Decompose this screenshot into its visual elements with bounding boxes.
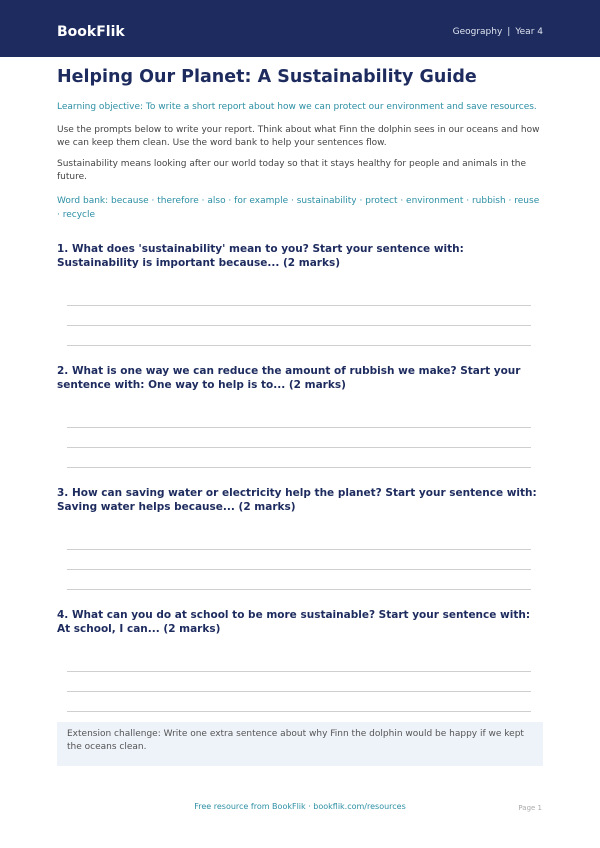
answer-line[interactable]	[67, 467, 531, 468]
learning-objective: Learning objective: To write a short report about how we can protect our environment and save resources.	[57, 102, 537, 112]
answer-line[interactable]	[67, 325, 531, 326]
question-2	[57, 364, 543, 484]
answer-line[interactable]	[67, 671, 531, 672]
question-text: 1. What does 'sustainability' mean to you? Start your sentence with: Sustainability is important because... (2 marks)	[57, 243, 464, 269]
intro-section	[57, 66, 543, 222]
meta-separator: |	[507, 27, 511, 37]
answer-line[interactable]	[67, 589, 531, 590]
answer-line[interactable]	[67, 711, 531, 712]
answer-line[interactable]	[67, 691, 531, 692]
page-title: Helping Our Planet: A Sustainability Guide	[57, 67, 477, 87]
answer-line[interactable]	[67, 447, 531, 448]
subject-label: Geography	[452, 27, 503, 37]
question-text: 3. How can saving water or electricity help the planet? Start your sentence with: Saving water helps because... (2 marks)	[57, 487, 537, 513]
answer-line[interactable]	[67, 569, 531, 570]
answer-line[interactable]	[67, 427, 531, 428]
year-label: Year 4	[515, 27, 543, 37]
question-text: 2. What is one way we can reduce the amount of rubbish we make? Start your sentence with: One way to help is to... (2 marks)	[57, 365, 521, 391]
question-text: 4. What can you do at school to be more sustainable? Start your sentence with: At school, I can... (2 marks)	[57, 609, 531, 635]
word-bank: Word bank: because · therefore · also · for example · sustainability · protect · environment · rubbish · reuse · recycle	[57, 196, 540, 220]
question-1	[57, 242, 543, 362]
answer-line[interactable]	[67, 345, 531, 346]
footer-credit: Free resource from BookFlik · bookflik.com/resources	[194, 802, 406, 811]
header-meta	[453, 27, 543, 37]
answer-line[interactable]	[67, 549, 531, 550]
answer-line[interactable]	[67, 305, 531, 306]
extension-challenge: Extension challenge: Write one extra sentence about why Finn the dolphin would be happy if we kept the oceans clean.	[57, 722, 543, 766]
definition-paragraph: Sustainability means looking after our world today so that it stays healthy for people and animals in the future.	[57, 159, 527, 182]
question-3	[57, 486, 543, 606]
question-4	[57, 608, 543, 718]
brand-logo: BookFlik	[57, 24, 125, 40]
header-bar	[0, 0, 600, 57]
intro-paragraph: Use the prompts below to write your report. Think about what Finn the dolphin sees in our oceans and how we can keep them clean. Use the word bank to help your sentences flow.	[57, 125, 540, 148]
page-number: Page 1	[518, 804, 542, 812]
